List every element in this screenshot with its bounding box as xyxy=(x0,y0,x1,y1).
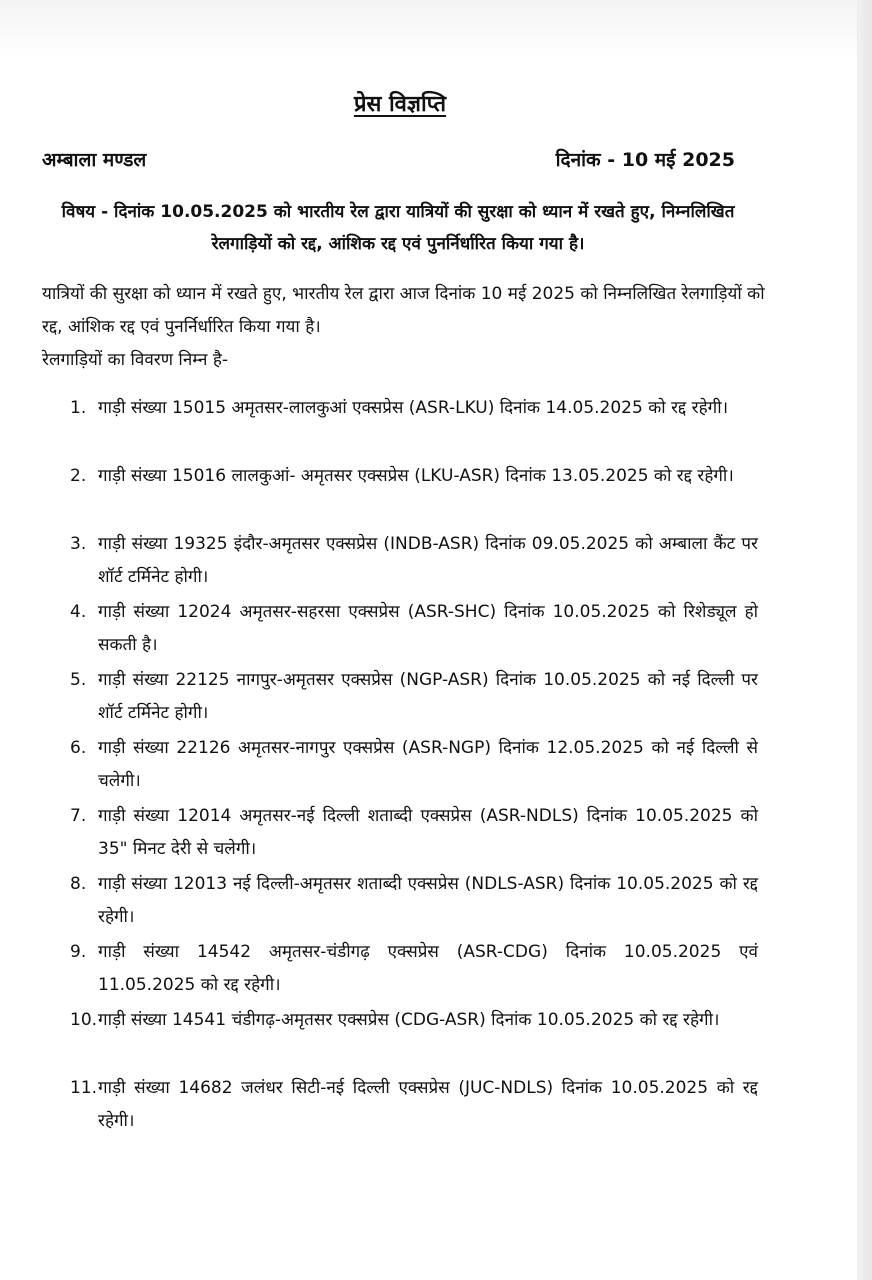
list-item-text: गाड़ी संख्या 15016 लालकुआं- अमृतसर एक्सप्रेस (LKU-ASR) दिनांक 13.05.2025 को रद्द रहेगी। xyxy=(98,466,734,486)
list-item-text: गाड़ी संख्या 12014 अमृतसर-नई दिल्ली शताब्दी एक्सप्रेस (ASR-NDLS) दिनांक 10.05.2025 को 35" मिनट देरी से चलेगी। xyxy=(98,806,758,859)
press-release-date: दिनांक - 10 मई 2025 xyxy=(555,149,735,171)
division-name: अम्बाला मण्डल xyxy=(42,149,147,171)
list-item-number: 6. xyxy=(70,738,87,758)
list-item xyxy=(70,800,758,868)
page-title: प्रेस विज्ञप्ति xyxy=(353,92,447,117)
list-item xyxy=(70,936,758,1004)
list-item-text: गाड़ी संख्या 12013 नई दिल्ली-अमृतसर शताब्दी एक्सप्रेस (NDLS-ASR) दिनांक 10.05.2025 को रद्द रहेगी। xyxy=(98,874,758,927)
page-edge-shadow xyxy=(857,0,872,1280)
list-item-text: गाड़ी संख्या 22126 अमृतसर-नागपुर एक्सप्रेस (ASR-NGP) दिनांक 12.05.2025 को नई दिल्ली से चलेगी। xyxy=(98,738,758,791)
subject-line: विषय - दिनांक 10.05.2025 को भारतीय रेल द्वारा यात्रियों की सुरक्षा को ध्यान में रखते हुए, निम्नलिखित रेलगाड़ियों को रद्द, आंशिक रद्द एवं पुनर्निर्धारित किया गया है। xyxy=(61,202,735,254)
list-item xyxy=(70,868,758,936)
list-item-number: 1. xyxy=(70,398,87,418)
list-item-text: गाड़ी संख्या 15015 अमृतसर-लालकुआं एक्सप्रेस (ASR-LKU) दिनांक 14.05.2025 को रद्द रहेगी। xyxy=(98,398,729,418)
list-item-text: गाड़ी संख्या 12024 अमृतसर-सहरसा एक्सप्रेस (ASR-SHC) दिनांक 10.05.2025 को रिशेड्यूल हो सकती है। xyxy=(98,602,758,655)
list-item-number: 11. xyxy=(70,1078,98,1098)
list-item-text: गाड़ी संख्या 19325 इंदौर-अमृतसर एक्सप्रेस (INDB-ASR) दिनांक 09.05.2025 को अम्बाला कैंट पर शॉर्ट टर्मिनेट होगी। xyxy=(98,534,758,587)
list-item-text: गाड़ी संख्या 14541 चंडीगढ़-अमृतसर एक्सप्रेस (CDG-ASR) दिनांक 10.05.2025 को रद्द रहेगी। xyxy=(98,1010,720,1030)
list-item-number: 9. xyxy=(70,942,87,962)
list-item-number: 3. xyxy=(70,534,87,554)
list-item-number: 10. xyxy=(70,1010,98,1030)
intro-paragraph: यात्रियों की सुरक्षा को ध्यान में रखते हुए, भारतीय रेल द्वारा आज दिनांक 10 मई 2025 को निम्नलिखित रेलगाड़ियों को रद्द, आंशिक रद्द एवं पुनर्निर्धारित किया गया है। xyxy=(42,284,765,337)
list-item-number: 7. xyxy=(70,806,87,826)
list-item-text: गाड़ी संख्या 14682 जलंधर सिटी-नई दिल्ली एक्सप्रेस (JUC-NDLS) दिनांक 10.05.2025 को रद्द रहेगी। xyxy=(98,1078,758,1131)
intro-list-label: रेलगाड़ियों का विवरण निम्न है- xyxy=(42,350,229,370)
list-item xyxy=(70,528,758,596)
list-item-number: 4. xyxy=(70,602,87,622)
list-item xyxy=(70,1004,758,1072)
list-item xyxy=(70,392,758,460)
list-item xyxy=(70,664,758,732)
list-item xyxy=(70,460,758,528)
train-list xyxy=(70,392,758,1140)
list-item-number: 5. xyxy=(70,670,87,690)
list-item xyxy=(70,1072,758,1140)
list-item-number: 8. xyxy=(70,874,87,894)
list-item xyxy=(70,596,758,664)
list-item-text: गाड़ी संख्या 14542 अमृतसर-चंडीगढ़ एक्सप्रेस (ASR-CDG) दिनांक 10.05.2025 एवं 11.05.2025 को रद्द रहेगी। xyxy=(98,942,758,995)
intro-block xyxy=(42,278,767,377)
list-item-number: 2. xyxy=(70,466,87,486)
list-item-text: गाड़ी संख्या 22125 नागपुर-अमृतसर एक्सप्रेस (NGP-ASR) दिनांक 10.05.2025 को नई दिल्ली पर शॉर्ट टर्मिनेट होगी। xyxy=(98,670,758,723)
list-item xyxy=(70,732,758,800)
